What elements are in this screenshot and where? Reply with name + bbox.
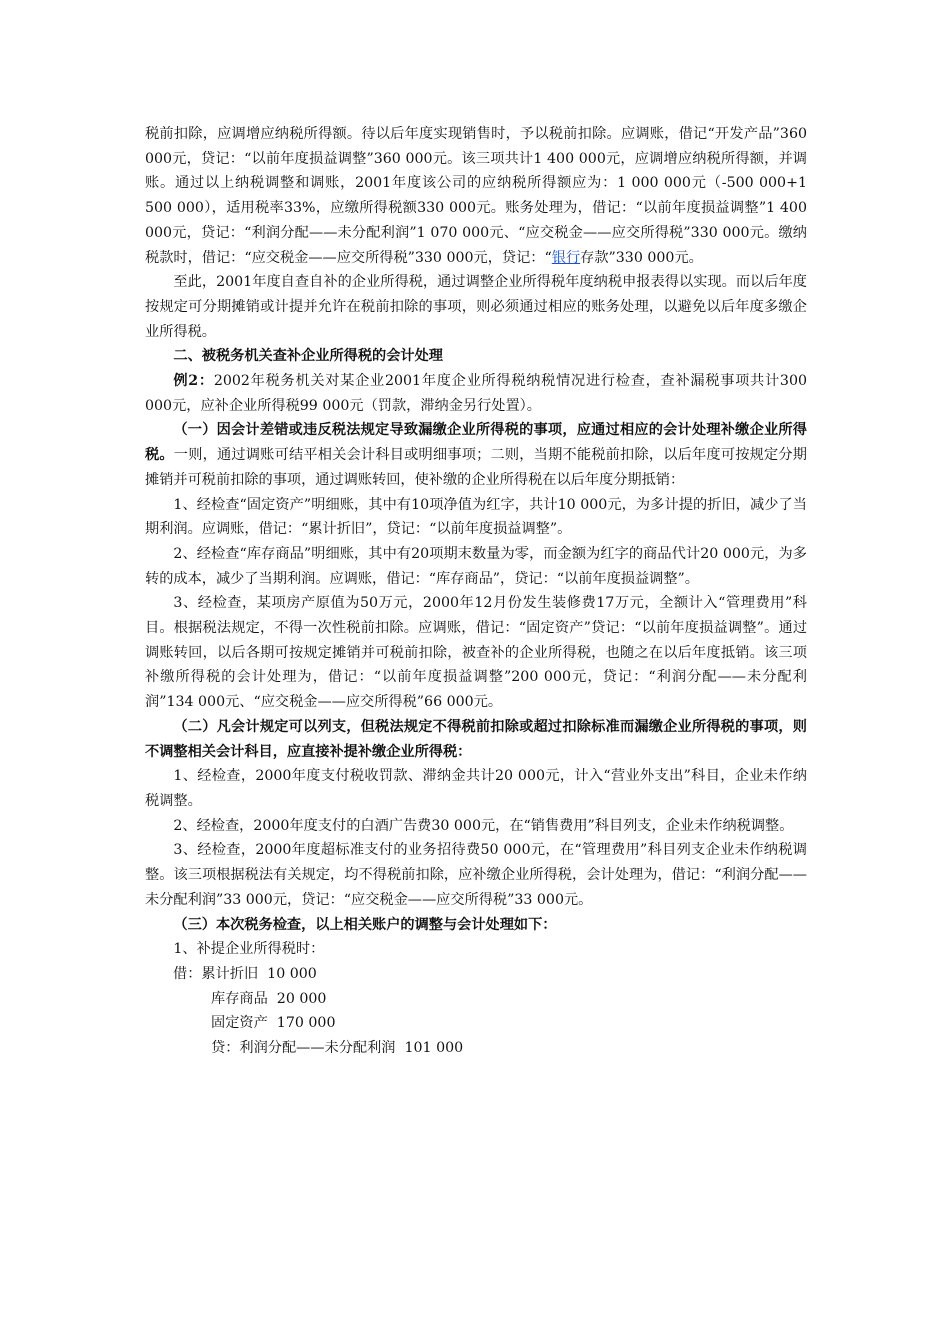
paragraph-text: 税前扣除，应调增应纳税所得额。待以后年度实现销售时，予以税前扣除。应调账，借记“开发产品”360 000元，贷记：“以前年度损益调整”360 000元。该三项共计1 400 000元，应调增应纳税所得额，并调账。通过以上纳税调整和调账，2001年度该公司的应纳税所得额应为：1 000 000元（-500 000+1 500 000），适用税率33%，应缴所得税额330 000元。账务处理为，借记：“以前年度损益调整”1 400 000元，贷记：“利润分配——未分配利润”1 070 000元、“应交税金——应交所得税”330 000元。缴纳税款时，借记：“应交税金——应交所得税”330 000元，贷记：“	[145, 126, 807, 266]
journal-entry-debit-1	[145, 962, 807, 987]
item-1-1: 1、经检查“固定资产”明细账，其中有10项净值为红字，共计10 000元，为多计提的折旧，减少了当期利润。应调账，借记：“累计折旧”，贷记：“以前年度损益调整”。	[145, 496, 807, 538]
journal-entry-debit-3	[145, 1011, 807, 1036]
item-3-1: 1、补提企业所得税时：	[173, 941, 325, 958]
section-heading-2: 二、被税务机关查补企业所得税的会计处理	[173, 348, 443, 365]
item-1-2: 2、经检查“库存商品”明细账，其中有20项期末数量为零，而金额为红字的商品代计20 000元，为多转的成本，减少了当期利润。应调账，借记：“库存商品”，贷记：“以前年度损益调整”。	[145, 545, 807, 587]
example-text: 2002年税务机关对某企业2001年度企业所得税纳税情况进行检查，查补漏税事项共计300 000元，应补企业所得税99 000元（罚款，滞纳金另行处置）。	[145, 373, 807, 414]
entry-amount: 170 000	[276, 1015, 336, 1032]
entry-label: 贷：利润分配——未分配利润	[211, 1040, 396, 1057]
subsection-1-title: （一）因会计差错或违反税法规定导致漏缴企业所得税的事项，应通过相应的会计处理补缴企业所得税。	[145, 422, 807, 464]
journal-entry-debit-2	[145, 987, 807, 1012]
entry-amount: 10 000	[267, 965, 317, 982]
item-2-1: 1、经检查，2000年度支付税收罚款、滞纳金共计20 000元，计入“营业外支出”科目，企业未作纳税调整。	[145, 768, 807, 809]
item-1-3: 3、经检查，某项房产原值为50万元，2000年12月份发生装修费17万元，全额计入“管理费用”科目。根据税法规定，不得一次性税前扣除。应调账，借记：“固定资产”贷记：“以前年度损益调整”。通过调账转回，以后各期可按规定摊销并可税前扣除，被查补的企业所得税，也随之在以后年度抵销。该三项补缴所得税的会计处理为，借记：“以前年度损益调整”200 000元，贷记：“利润分配——未分配利润”134 000元、“应交税金——应交所得税”66 000元。	[145, 595, 808, 711]
example-label: 例2：	[173, 373, 214, 390]
entry-amount: 101 000	[404, 1040, 464, 1057]
paragraph-text-end: 存款”330 000元。	[580, 249, 703, 266]
document-page	[145, 122, 807, 1061]
subsection-1	[145, 418, 807, 492]
subsection-3-title: （三）本次税务检查，以上相关账户的调整与会计处理如下：	[173, 916, 557, 933]
bank-link[interactable]: 银行	[551, 249, 581, 266]
paragraph-summary: 至此，2001年度自查自补的企业所得税，通过调整企业所得税年度纳税申报表得以实现。而以后年度按规定可分期摊销或计提并允许在税前扣除的事项，则必须通过相应的账务处理，以避免以后年度多缴企业所得税。	[145, 274, 807, 340]
subsection-2-title: （二）凡会计规定可以列支，但税法规定不得税前扣除或超过扣除标准而漏缴企业所得税的事项，则不调整相关会计科目，应直接补提补缴企业所得税：	[145, 718, 807, 760]
entry-label: 固定资产	[211, 1015, 268, 1032]
entry-label: 借：累计折旧	[173, 965, 259, 982]
item-2-3: 3、经检查，2000年度超标准支付的业务招待费50 000元，在“管理费用”科目列支企业未作纳税调整。该三项根据税法有关规定，均不得税前扣除，应补缴企业所得税，会计处理为，借记：“利润分配——未分配利润”33 000元，贷记：“应交税金——应交所得税”33 000元。	[145, 842, 807, 908]
paragraph-continued	[145, 122, 807, 270]
entry-amount: 20 000	[276, 990, 327, 1007]
journal-entry-credit-1	[145, 1036, 807, 1061]
subsection-1-text: 一则，通过调账可结平相关会计科目或明细事项；二则，当期不能税前扣除，以后年度可按规定分期摊销并可税前扣除的事项，通过调账转回，使补缴的企业所得税在以后年度分期抵销：	[145, 447, 807, 488]
entry-label: 库存商品	[211, 990, 268, 1007]
example-2	[145, 369, 807, 418]
item-2-2: 2、经检查，2000年度支付的白酒广告费30 000元，在“销售费用”科目列支，企业未作纳税调整。	[173, 817, 794, 834]
